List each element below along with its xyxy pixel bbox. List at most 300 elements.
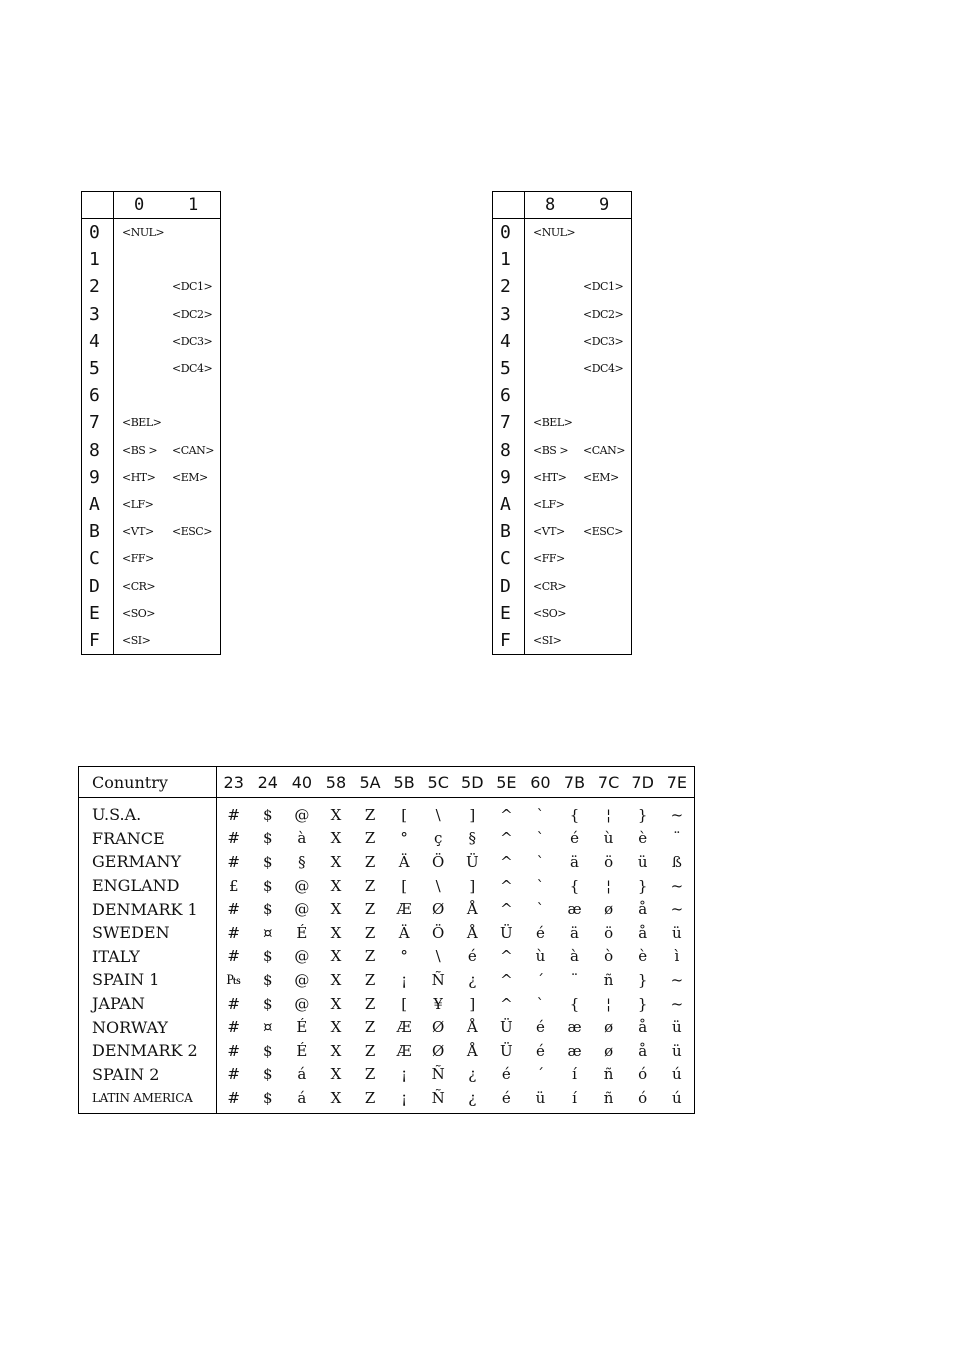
table-row — [82, 355, 221, 382]
header-corner-cell — [82, 192, 114, 219]
table-cell: <CAN> — [583, 443, 625, 457]
character-cell: ñ — [603, 1088, 614, 1107]
table-cell — [581, 572, 632, 599]
code-column-header: 60 — [523, 767, 557, 798]
table-row — [82, 518, 221, 545]
character-cell: ¨ — [673, 829, 681, 848]
table-cell — [581, 246, 632, 273]
character-cell: Ñ — [431, 1065, 445, 1084]
table-cell: <LF> — [533, 497, 565, 511]
character-cell: ~ — [670, 900, 684, 919]
character-cell: Æ — [396, 1041, 412, 1060]
character-cell: # — [227, 1018, 240, 1037]
character-cell: $ — [263, 829, 273, 848]
international-character-table — [78, 766, 695, 1114]
character-cell: \ — [435, 876, 441, 895]
row-label: 8 — [82, 437, 114, 464]
character-cell: ø — [604, 900, 614, 919]
row-label: 5 — [82, 355, 114, 382]
table-cell — [525, 355, 582, 382]
table-cell — [525, 246, 582, 273]
character-cell: ^ — [500, 900, 513, 919]
character-cell: # — [227, 994, 240, 1013]
character-cell: $ — [263, 994, 273, 1013]
character-cell: ì — [674, 947, 680, 966]
character-cell: } — [637, 805, 648, 824]
table-row — [493, 382, 632, 409]
character-cell: é — [467, 947, 477, 966]
character-cell: ~ — [670, 970, 684, 989]
character-cell: ¤ — [263, 1018, 273, 1037]
row-label: 6 — [82, 382, 114, 409]
character-cell: [ — [401, 994, 408, 1013]
table-cell: <CR> — [122, 579, 156, 593]
character-cell: # — [227, 852, 240, 871]
country-name: FRANCE — [79, 827, 217, 851]
table-row — [493, 464, 632, 491]
table-row — [82, 301, 221, 328]
character-cell: ó — [638, 1088, 648, 1107]
character-cell: ` — [536, 876, 545, 895]
character-cell: Z — [364, 805, 376, 824]
character-cell: ^ — [500, 852, 513, 871]
character-cell: } — [637, 994, 648, 1013]
table-header-row — [79, 767, 695, 798]
character-cell: ü — [535, 1088, 546, 1107]
character-cell: $ — [263, 900, 273, 919]
character-cell: é — [535, 1018, 545, 1037]
character-cell: ¡ — [401, 1088, 408, 1107]
character-cell: ¥ — [433, 994, 443, 1013]
table-row — [493, 572, 632, 599]
character-cell: ¿ — [468, 1065, 477, 1084]
character-cell: ñ — [603, 970, 614, 989]
table-cell — [170, 600, 221, 627]
row-label: 0 — [82, 219, 114, 247]
table-cell: <EM> — [172, 470, 208, 484]
table-cell — [170, 382, 221, 409]
table-cell: <NUL> — [122, 226, 165, 240]
character-cell: Z — [364, 829, 376, 848]
table-cell — [581, 600, 632, 627]
row-label: 4 — [82, 328, 114, 355]
character-cell: # — [227, 900, 240, 919]
character-cell: $ — [263, 947, 273, 966]
table-cell: <DC2> — [172, 307, 213, 321]
character-cell: è — [638, 829, 648, 848]
character-cell: Ø — [432, 1041, 445, 1060]
code-column-header: 5D — [455, 767, 489, 798]
row-label: 0 — [493, 219, 525, 247]
code-column-header: 24 — [251, 767, 285, 798]
row-label: F — [493, 627, 525, 655]
character-cell: ü — [672, 1018, 682, 1037]
character-cell: é — [501, 1088, 511, 1107]
character-cell: Z — [364, 1041, 376, 1060]
country-name: U.S.A. — [79, 798, 217, 827]
row-label: 2 — [82, 273, 114, 300]
table-cell: <BS > — [122, 443, 158, 457]
character-cell: @ — [294, 900, 310, 919]
character-cell: ´ — [536, 1065, 545, 1084]
column-header: 8 — [525, 192, 582, 219]
country-name: DENMARK 2 — [79, 1039, 217, 1063]
row-label: 9 — [493, 464, 525, 491]
table-row — [493, 409, 632, 436]
character-cell: é — [501, 1065, 511, 1084]
character-cell: ¦ — [606, 805, 612, 824]
table-row — [79, 1039, 695, 1063]
table-cell — [170, 627, 221, 655]
character-cell: \ — [435, 947, 441, 966]
code-column-header: 7B — [557, 767, 591, 798]
table-row — [79, 1015, 695, 1039]
character-cell: æ — [567, 900, 582, 919]
character-cell: ^ — [500, 947, 513, 966]
character-cell: Ø — [432, 1018, 445, 1037]
character-cell: æ — [567, 1041, 582, 1060]
row-label: 7 — [493, 409, 525, 436]
character-cell: à — [297, 829, 307, 848]
table-cell: <ESC> — [583, 525, 623, 539]
character-cell: Å — [466, 900, 478, 919]
table-row — [82, 409, 221, 436]
character-cell: ¦ — [606, 876, 612, 895]
character-cell: @ — [294, 994, 310, 1013]
table-cell — [114, 273, 171, 300]
table-row — [79, 1063, 695, 1087]
character-cell: Ö — [432, 923, 445, 942]
character-cell: X — [330, 900, 342, 919]
character-cell: å — [638, 1041, 648, 1060]
character-cell: ° — [400, 829, 408, 848]
character-cell: ¨ — [570, 970, 579, 989]
code-column-header: 7E — [660, 767, 695, 798]
character-cell: Ö — [432, 852, 445, 871]
character-cell: # — [227, 829, 240, 848]
table-cell: <DC3> — [583, 334, 624, 348]
row-label: C — [82, 545, 114, 572]
table-cell: <DC1> — [583, 280, 624, 294]
table-row — [82, 382, 221, 409]
character-cell: £ — [228, 876, 239, 895]
character-cell: ç — [433, 829, 443, 848]
character-cell: Å — [466, 1018, 478, 1037]
character-cell: é — [570, 829, 579, 848]
table-row — [493, 518, 632, 545]
table-row — [493, 545, 632, 572]
table-row — [79, 798, 695, 827]
row-label: F — [82, 627, 114, 655]
table-cell — [114, 355, 171, 382]
code-column-header: 5A — [353, 767, 387, 798]
table-cell — [581, 545, 632, 572]
character-cell: ò — [604, 947, 614, 966]
row-label: 2 — [493, 273, 525, 300]
character-cell: Z — [364, 994, 376, 1013]
character-cell: $ — [263, 1065, 273, 1084]
character-cell: $ — [263, 970, 273, 989]
table-cell: <SO> — [122, 606, 155, 620]
character-cell: ¡ — [401, 970, 408, 989]
character-cell: ù — [535, 947, 546, 966]
character-cell: Z — [364, 1088, 376, 1107]
character-cell: X — [330, 876, 342, 895]
character-cell: { — [569, 805, 580, 824]
table-row — [493, 355, 632, 382]
character-cell: ¤ — [263, 923, 273, 942]
table-row — [79, 874, 695, 898]
control-code-table-right — [492, 191, 632, 655]
character-cell: Z — [364, 852, 376, 871]
table-cell: <CAN> — [172, 443, 214, 457]
character-cell: $ — [263, 852, 273, 871]
code-column-header: 5B — [387, 767, 421, 798]
character-cell: $ — [263, 1041, 273, 1060]
character-cell: É — [296, 1018, 308, 1037]
character-cell: í — [572, 1065, 577, 1084]
table-cell — [581, 382, 632, 409]
character-cell: X — [330, 1065, 342, 1084]
table-row — [493, 246, 632, 273]
row-label: E — [82, 600, 114, 627]
row-label: A — [493, 491, 525, 518]
character-cell: ø — [604, 1018, 614, 1037]
row-label: D — [82, 572, 114, 599]
character-cell: X — [330, 970, 342, 989]
table-cell — [170, 246, 221, 273]
row-label: 8 — [493, 437, 525, 464]
character-cell: # — [227, 1088, 240, 1107]
character-cell: É — [296, 923, 308, 942]
country-name: LATIN AMERICA — [79, 1086, 217, 1113]
character-cell: ` — [536, 994, 545, 1013]
column-header: 0 — [114, 192, 171, 219]
table-cell — [581, 409, 632, 436]
character-cell: ` — [536, 829, 545, 848]
character-cell: Ä — [398, 852, 410, 871]
table-row — [82, 627, 221, 655]
code-column-header: 58 — [319, 767, 353, 798]
character-cell: é — [535, 923, 545, 942]
character-cell: Z — [364, 970, 376, 989]
table-cell — [114, 246, 171, 273]
table-cell — [581, 627, 632, 655]
table-cell: <BEL> — [533, 416, 573, 430]
character-cell: X — [330, 852, 342, 871]
table-row — [79, 992, 695, 1016]
character-cell: á — [297, 1065, 307, 1084]
table-cell: <LF> — [122, 497, 154, 511]
character-cell: Z — [364, 1018, 376, 1037]
table-row — [493, 273, 632, 300]
character-cell: ´ — [536, 970, 545, 989]
character-cell: @ — [294, 876, 310, 895]
character-cell: $ — [263, 876, 273, 895]
country-name: SWEDEN — [79, 921, 217, 945]
character-cell: É — [296, 1041, 308, 1060]
character-cell: Z — [364, 947, 376, 966]
character-cell: ú — [672, 1065, 682, 1084]
control-code-table-left — [81, 191, 221, 655]
character-cell: { — [569, 876, 580, 895]
code-column-header: 5E — [489, 767, 523, 798]
character-cell: X — [330, 1088, 342, 1107]
row-label: 1 — [493, 246, 525, 273]
character-cell: X — [330, 1041, 342, 1060]
character-cell: ¦ — [606, 994, 612, 1013]
character-cell: ù — [603, 829, 614, 848]
character-cell: Z — [364, 876, 376, 895]
character-cell: ü — [672, 1041, 682, 1060]
character-cell: Æ — [396, 1018, 412, 1037]
table-row — [79, 1086, 695, 1113]
table-row — [82, 572, 221, 599]
table-cell: <DC4> — [583, 362, 624, 376]
table-cell — [525, 328, 582, 355]
table-cell — [581, 491, 632, 518]
table-cell — [525, 382, 582, 409]
table-cell — [114, 382, 171, 409]
row-label: 7 — [82, 409, 114, 436]
character-cell: { — [569, 994, 580, 1013]
character-cell: ^ — [500, 876, 513, 895]
character-cell: ä — [570, 923, 579, 942]
character-cell: } — [637, 970, 648, 989]
row-label: D — [493, 572, 525, 599]
character-cell: å — [638, 923, 648, 942]
row-label: 4 — [493, 328, 525, 355]
row-label: A — [82, 491, 114, 518]
table-row — [82, 464, 221, 491]
character-cell: ¿ — [468, 1088, 477, 1107]
row-label: C — [493, 545, 525, 572]
row-label: 1 — [82, 246, 114, 273]
country-name: SPAIN 1 — [79, 968, 217, 992]
table-cell: <EM> — [583, 470, 619, 484]
table-header-row — [493, 192, 632, 219]
table-row — [82, 600, 221, 627]
character-cell: X — [330, 805, 342, 824]
character-cell: @ — [294, 947, 310, 966]
character-cell: # — [227, 1065, 240, 1084]
row-label: B — [493, 518, 525, 545]
character-cell: # — [227, 923, 240, 942]
table-cell: <HT> — [122, 470, 156, 484]
character-cell: X — [330, 1018, 342, 1037]
character-cell: Ü — [500, 923, 513, 942]
character-cell: æ — [567, 1018, 582, 1037]
character-cell: è — [638, 947, 648, 966]
character-cell: ö — [604, 852, 614, 871]
code-column-header: 23 — [216, 767, 251, 798]
table-cell: <FF> — [533, 552, 565, 566]
table-row — [79, 921, 695, 945]
table-cell: <SI> — [122, 633, 151, 647]
character-cell: á — [297, 1088, 307, 1107]
character-cell: X — [330, 829, 342, 848]
character-cell: ¡ — [401, 1065, 408, 1084]
row-label: 9 — [82, 464, 114, 491]
character-cell: [ — [401, 805, 408, 824]
row-label: B — [82, 518, 114, 545]
character-cell: ₧ — [226, 970, 241, 989]
table-row — [79, 945, 695, 969]
table-cell: <SO> — [533, 606, 566, 620]
character-cell: Z — [364, 900, 376, 919]
table-cell: <DC1> — [172, 280, 213, 294]
table-cell — [170, 409, 221, 436]
character-cell: ~ — [670, 805, 684, 824]
character-cell: # — [227, 947, 240, 966]
table-row — [493, 491, 632, 518]
character-cell: ö — [604, 923, 614, 942]
table-cell: <VT> — [122, 525, 154, 539]
table-cell: <BS > — [533, 443, 569, 457]
table-cell: <NUL> — [533, 226, 576, 240]
table-row — [493, 437, 632, 464]
character-cell: ~ — [670, 876, 684, 895]
table-row — [82, 491, 221, 518]
table-cell — [114, 328, 171, 355]
table-cell: <ESC> — [172, 525, 212, 539]
character-cell: X — [330, 923, 342, 942]
table-cell — [170, 491, 221, 518]
character-cell: Ü — [500, 1018, 513, 1037]
table-cell — [170, 219, 221, 247]
header-corner-cell — [493, 192, 525, 219]
code-column-header: 5C — [421, 767, 455, 798]
table-cell: <DC4> — [172, 362, 213, 376]
table-cell: <CR> — [533, 579, 567, 593]
character-cell: $ — [263, 805, 273, 824]
character-cell: à — [570, 947, 579, 966]
character-cell: ~ — [670, 994, 684, 1013]
table-row — [82, 545, 221, 572]
table-row — [493, 328, 632, 355]
table-cell — [525, 301, 582, 328]
character-cell: Z — [364, 1065, 376, 1084]
character-cell: ° — [400, 947, 408, 966]
country-name: ENGLAND — [79, 874, 217, 898]
character-cell: ú — [672, 1088, 682, 1107]
character-cell: ^ — [500, 970, 513, 989]
row-label: E — [493, 600, 525, 627]
character-cell: # — [227, 1041, 240, 1060]
table-cell: <SI> — [533, 633, 562, 647]
table-row — [82, 437, 221, 464]
table-cell — [114, 301, 171, 328]
row-label: 6 — [493, 382, 525, 409]
character-cell: Ü — [500, 1041, 513, 1060]
table-cell: <BEL> — [122, 416, 162, 430]
character-cell: Ä — [398, 923, 410, 942]
country-name: NORWAY — [79, 1015, 217, 1039]
character-cell: é — [535, 1041, 545, 1060]
table-cell: <FF> — [122, 552, 154, 566]
table-row — [82, 219, 221, 247]
table-cell: <HT> — [533, 470, 567, 484]
table-row — [493, 627, 632, 655]
table-cell — [170, 572, 221, 599]
table-row — [493, 600, 632, 627]
character-cell: ^ — [500, 805, 513, 824]
table-row — [79, 968, 695, 992]
character-cell: Æ — [396, 900, 412, 919]
table-cell: <VT> — [533, 525, 565, 539]
code-column-header: 7D — [626, 767, 660, 798]
table-row — [493, 301, 632, 328]
